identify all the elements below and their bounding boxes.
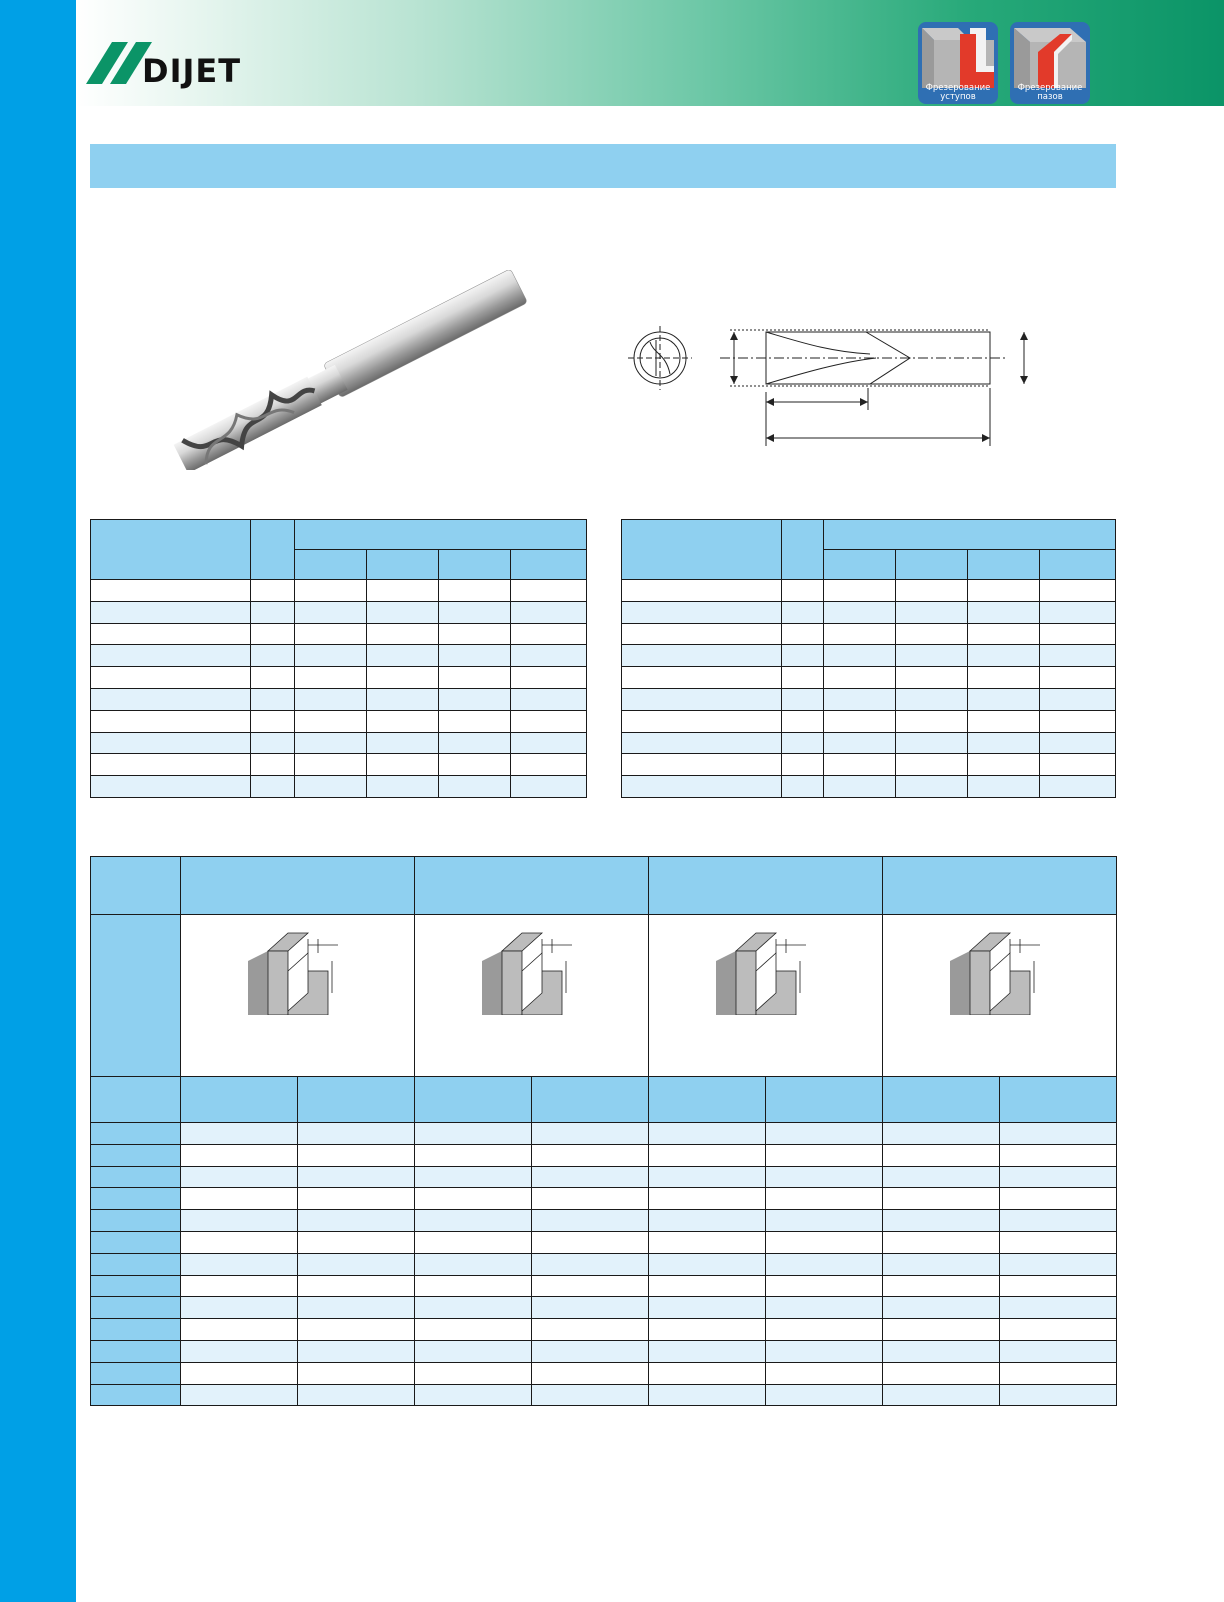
table-row [91,580,587,602]
op-label-line2: уступов [940,92,976,102]
op-label-line1: Фрезерование [1017,83,1083,93]
cut-profile-icon [716,931,816,1015]
cut-profile-icon [950,931,1050,1015]
table-row [91,1123,1117,1145]
group-header [181,857,415,915]
header-cell [824,520,1116,550]
op-label-line1: Фрезерование [925,83,991,93]
end-mill-photo [170,270,550,470]
sub-header [298,1077,415,1123]
slot-milling-label [1010,84,1090,102]
group-header [649,857,883,915]
table-row [91,688,587,710]
table-row [91,710,587,732]
header-cell [622,520,782,580]
cut-diagram-cell [649,915,883,1077]
table-row [622,580,1116,602]
header-cell [367,550,439,580]
section-title-band [90,144,1116,188]
table-row [91,1384,1117,1406]
cutting-conditions-table [90,856,1117,1406]
table-row [91,1253,1117,1275]
header-cell [896,550,968,580]
header-cell [91,1077,181,1123]
table-row [91,1210,1117,1232]
header-cell [511,550,587,580]
table-row [91,754,587,776]
table-row [91,1144,1117,1166]
table-row [622,645,1116,667]
sub-header [766,1077,883,1123]
cut-profile-icon [248,931,348,1015]
header-cell [91,857,181,915]
cut-diagram-cell [883,915,1117,1077]
header-cell [782,520,824,580]
table-row [91,1297,1117,1319]
table-row [91,601,587,623]
table-row [91,1340,1117,1362]
cut-diagram-cell [181,915,415,1077]
sub-header [415,1077,532,1123]
table-row [622,667,1116,689]
spec-table-right [621,519,1116,798]
table-row [91,623,587,645]
table-row [91,667,587,689]
brand-name: DIJET [142,52,242,90]
cut-profile-icon [482,931,582,1015]
side-bar [0,0,76,1602]
table-row [91,1231,1117,1253]
table-row [622,732,1116,754]
shoulder-milling-badge [918,22,998,104]
header-cell [968,550,1040,580]
cut-diagram-cell [415,915,649,1077]
table-row [91,776,587,798]
group-header [415,857,649,915]
table-row [91,1275,1117,1297]
table-row [91,1166,1117,1188]
sub-header [649,1077,766,1123]
sub-header [1000,1077,1117,1123]
slot-milling-badge [1010,22,1090,104]
shoulder-milling-label [918,84,998,102]
header-cell [295,520,587,550]
table-row [91,1362,1117,1384]
table-row [622,688,1116,710]
header-cell [91,520,251,580]
sub-header [532,1077,649,1123]
op-label-line2: пазов [1037,92,1063,102]
shoulder-milling-icon [918,22,998,92]
header-cell [295,550,367,580]
table-row [622,710,1116,732]
table-row [622,601,1116,623]
end-mill-drawing [620,318,1040,458]
sub-header [181,1077,298,1123]
group-header [883,857,1117,915]
table-row [91,645,587,667]
table-row [91,1188,1117,1210]
header-cell [824,550,896,580]
sub-header [883,1077,1000,1123]
header-cell [1040,550,1116,580]
header-cell [439,550,511,580]
header-cell [251,520,295,580]
table-row [622,754,1116,776]
table-row [622,776,1116,798]
table-row [91,1319,1117,1341]
table-row [622,623,1116,645]
spec-table-left [90,519,587,798]
header-cell [91,915,181,1077]
table-row [91,732,587,754]
slot-milling-icon [1010,22,1090,92]
